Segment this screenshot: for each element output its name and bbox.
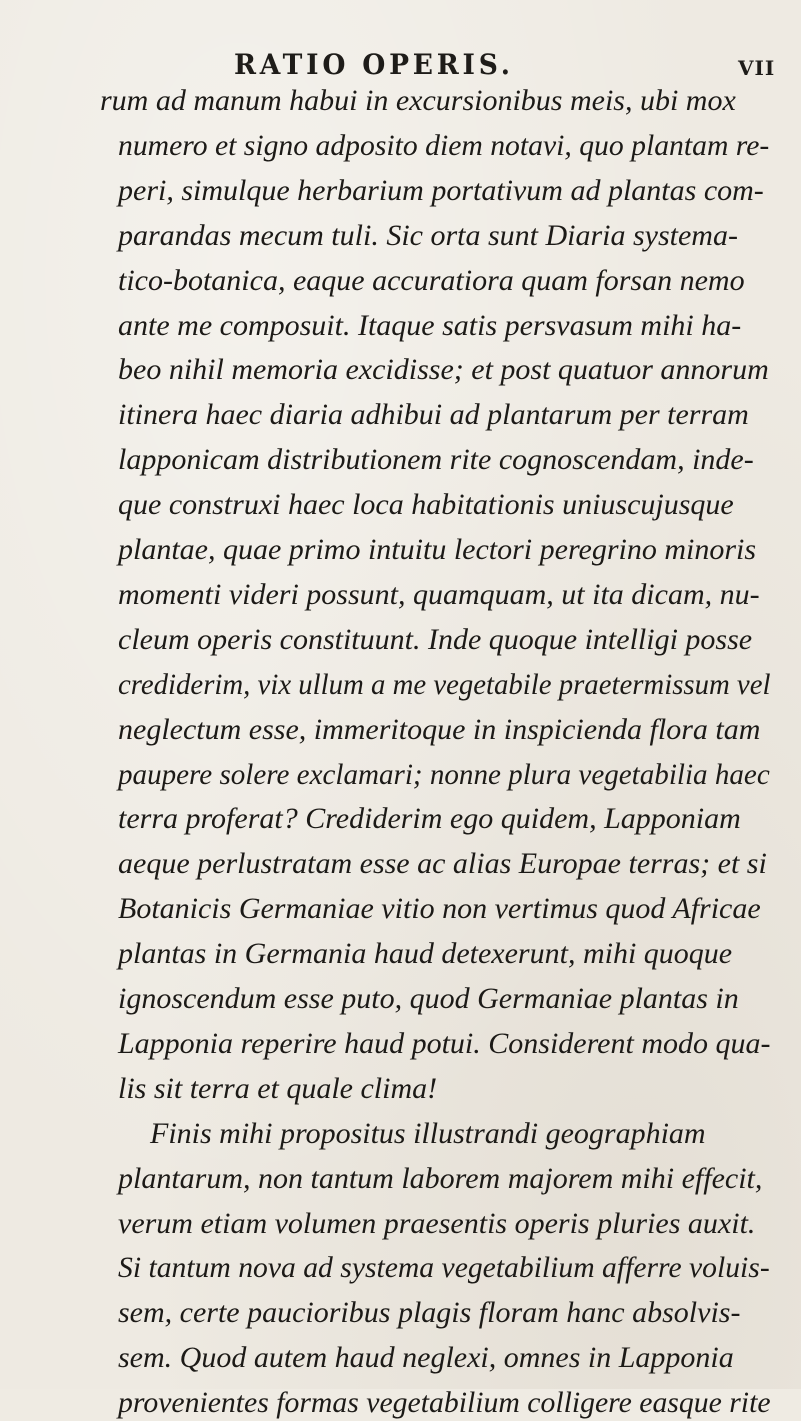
text-line: sem. Quod autem haud neglexi, omnes in Lapponia <box>118 1341 734 1375</box>
text-line: tico-botanica, eaque accuratiora quam forsan nemo <box>118 263 745 297</box>
text-line: plantae, quae primo intuitu lectori peregrino minoris <box>118 533 757 566</box>
text-line: sem, certe paucioribus plagis floram hanc absolvis- <box>118 1296 741 1330</box>
text-line: plantas in Germania haud detexerunt, mihi quoque <box>118 937 733 971</box>
running-title: RATIO OPERIS. <box>234 48 514 81</box>
text-line: Lapponia reperire haud potui. Considerent modo qua- <box>118 1026 771 1060</box>
text-line: que construxi haec loca habitationis uniuscujusque <box>118 488 734 522</box>
text-line: neglectum esse, immeritoque in inspicienda flora tam <box>118 712 761 746</box>
text-line: itinera haec diaria adhibui ad plantarum per terram <box>118 398 749 432</box>
page-number: VII <box>738 56 776 80</box>
text-line: ignoscendum esse puto, quod Germaniae plantas in <box>118 982 739 1015</box>
text-line: Si tantum nova ad systema vegetabilium afferre voluis- <box>118 1251 770 1285</box>
text-line: lapponicam distributionem rite cognoscendam, inde- <box>118 443 754 477</box>
text-line: crediderim, vix ullum a me vegetabile praetermissum vel <box>118 667 771 701</box>
text-line: momenti videri possunt, quamquam, ut ita dicam, nu- <box>118 577 760 611</box>
text-line: cleum operis constituunt. Inde quoque intelligi posse <box>118 622 753 656</box>
text-line: provenientes formas vegetabilium colligere easque rite <box>118 1386 771 1420</box>
text-line: ante me composuit. Itaque satis persvasum mihi ha- <box>118 308 742 342</box>
text-line: lis sit terra et quale clima! <box>118 1071 438 1105</box>
text-line: paupere solere exclamari; nonne plura vegetabilia haec <box>118 757 770 791</box>
text-line: aeque perlustratam esse ac alias Europae terras; et si <box>118 847 767 881</box>
text-line: beo nihil memoria excidisse; et post quatuor annorum <box>118 353 769 387</box>
text-line: parandas mecum tuli. Sic orta sunt Diaria systema- <box>118 218 738 252</box>
text-line: terra proferat? Crediderim ego quidem, Lapponiam <box>118 802 741 836</box>
text-line: rum ad manum habui in excursionibus meis, ubi mox <box>100 84 736 117</box>
text-line: Finis mihi propositus illustrandi geographiam <box>150 1116 706 1150</box>
text-line: numero et signo adposito diem notavi, quo plantam re- <box>118 128 770 162</box>
running-head <box>0 48 801 88</box>
text-line: verum etiam volumen praesentis operis pluries auxit. <box>118 1206 756 1240</box>
text-line: plantarum, non tantum laborem majorem mihi effecit, <box>118 1161 763 1195</box>
text-line: Botanicis Germaniae vitio non vertimus quod Africae <box>118 892 761 926</box>
text-line: peri, simulque herbarium portativum ad plantas com- <box>118 173 764 207</box>
